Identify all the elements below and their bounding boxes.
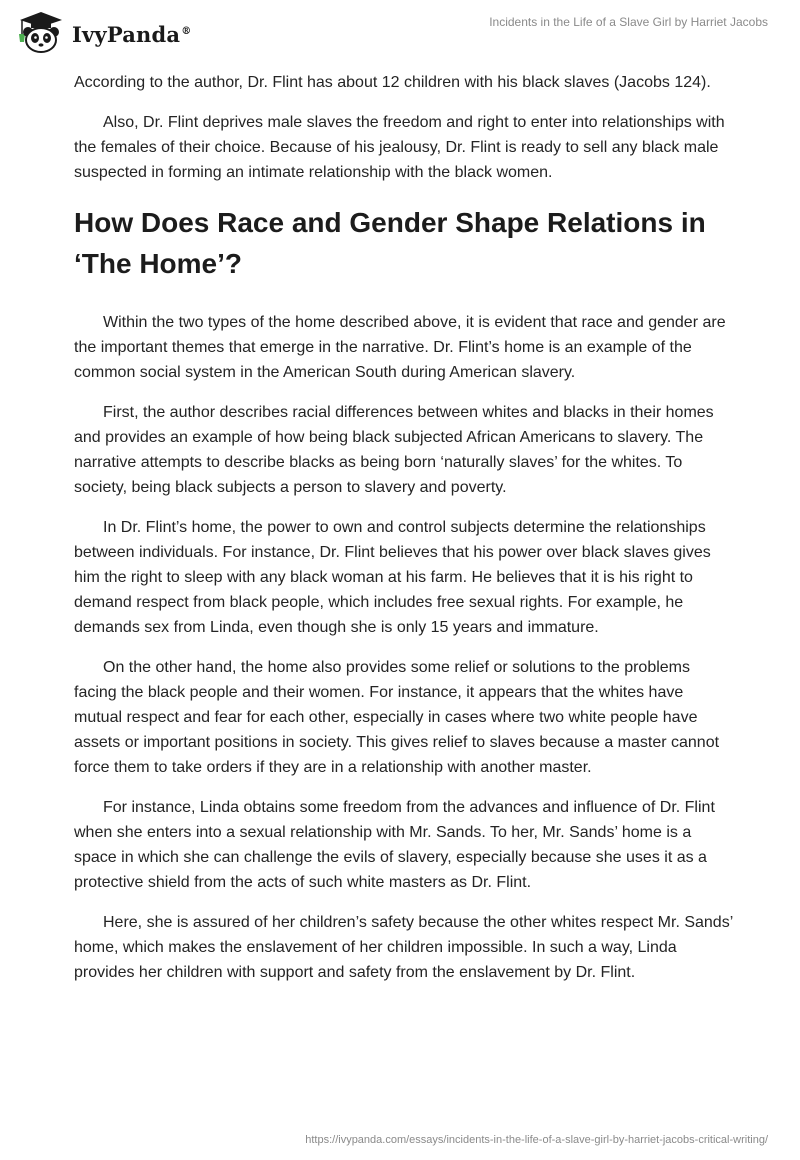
ivypanda-logo[interactable] [14, 10, 191, 54]
paragraph: First, the author describes racial differences between whites and blacks in their homes and provides an example of how being black subjected African Americans to slavery. The narrative attempts to describe blacks as being born ‘naturally slaves’ for the whites. To society, being black subjects a person to slavery and poverty. [74, 404, 714, 496]
paragraph: In Dr. Flint’s home, the power to own and control subjects determine the relationships between individuals. For instance, Dr. Flint believes that his power over black slaves gives him the right to sleep with any black woman at his farm. He believes that it is his right to demand respect from black people, which includes free sexual rights. For example, he demands sex from Linda, even though she is only 15 years and immature. [74, 519, 711, 636]
section-heading: How Does Race and Gender Shape Relations in ‘The Home’? [74, 207, 706, 279]
registered-mark: ® [181, 25, 192, 37]
page-header [0, 0, 800, 64]
document-title: Incidents in the Life of a Slave Girl by Harriet Jacobs [489, 15, 768, 29]
brand-name: IvyPanda® [72, 21, 192, 47]
paragraph: On the other hand, the home also provides some relief or solutions to the problems facing the black people and their women. For instance, it appears that the whites have mutual respect and fear for each other, especially in cases where two white people have assets or important positions in society. This gives relief to slaves because a master cannot force them to take orders if they are in a relationship with another master. [74, 659, 720, 776]
paragraph: Also, Dr. Flint deprives male slaves the freedom and right to enter into relationships with the females of their choice. Because of his jealousy, Dr. Flint is ready to sell any black male suspected in forming an intimate relationship with the black women. [74, 114, 725, 181]
source-url-link[interactable]: https://ivypanda.com/essays/incidents-in-the-life-of-a-slave-girl-by-harriet-jacobs-critical-writing/ [305, 1134, 768, 1146]
paragraph: Within the two types of the home described above, it is evident that race and gender are the important themes that emerge in the narrative. Dr. Flint’s home is an example of the common social system in the American South during American slavery. [74, 314, 726, 381]
panda-graduation-cap-icon [14, 10, 66, 54]
paragraph: Here, she is assured of her children’s safety because the other whites respect Mr. Sands’ home, which makes the enslavement of her children impossible. In such a way, Linda provides her children with support and safety from the enslavement by Dr. Flint. [74, 914, 733, 981]
paragraph: For instance, Linda obtains some freedom from the advances and influence of Dr. Flint when she enters into a sexual relationship with Mr. Sands. To her, Mr. Sands’ home is a space in which she can challenge the evils of slavery, especially because she uses it as a protective shield from the acts of such white masters as Dr. Flint. [74, 799, 715, 891]
essay-body [74, 70, 734, 1000]
paragraph: According to the author, Dr. Flint has about 12 children with his black slaves (Jacobs 124). [74, 74, 711, 91]
